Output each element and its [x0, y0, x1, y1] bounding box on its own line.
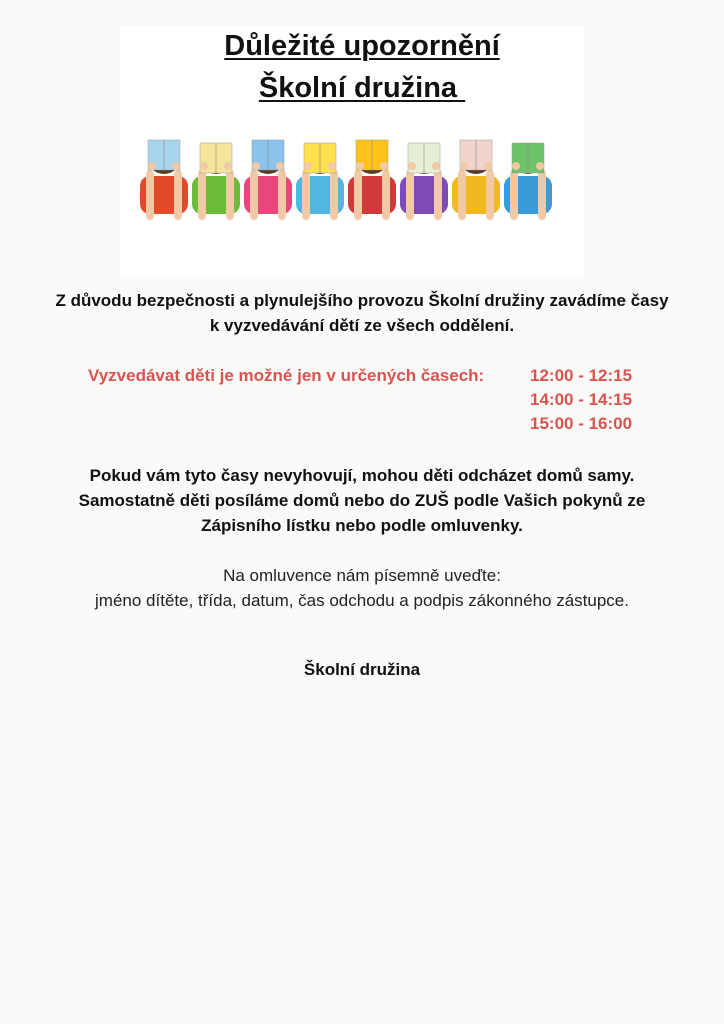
intro-line-2: k vyzvedávání dětí ze všech oddělení. [209, 316, 515, 335]
pickup-times-label: Vyzvedávat děti je možné jen v určených časech: [88, 366, 485, 385]
notice-paragraph [0, 463, 724, 538]
pickup-time-3: 15:00 - 16:00 [530, 414, 633, 433]
excuse-line-1: Na omluvence nám písemně uveďte: [223, 566, 501, 585]
notice-line-3: Zápisního lístku nebo podle omluvenky. [201, 516, 523, 535]
notice-line-2: Samostatně děti posíláme domů nebo do ZUŠ podle Vašich pokynů ze [78, 491, 646, 510]
pickup-time-1: 12:00 - 12:15 [530, 366, 633, 385]
children-reading-books-icon [136, 136, 568, 232]
page-subtitle: Školní družina [258, 72, 466, 104]
page-title: Důležité upozornění [224, 30, 500, 62]
notice-line-1: Pokud vám tyto časy nevyhovují, mohou děti odcházet domů samy. [89, 466, 635, 485]
pickup-time-2: 14:00 - 14:15 [530, 390, 633, 409]
excuse-instructions [0, 563, 724, 613]
intro-line-1: Z důvodu bezpečnosti a plynulejšího provozu Školní družiny zavádíme časy [55, 291, 669, 310]
excuse-line-2: jméno dítěte, třída, datum, čas odchodu a podpis zákonného zástupce. [95, 591, 629, 610]
intro-paragraph [0, 288, 724, 338]
signature: Školní družina [303, 660, 421, 679]
